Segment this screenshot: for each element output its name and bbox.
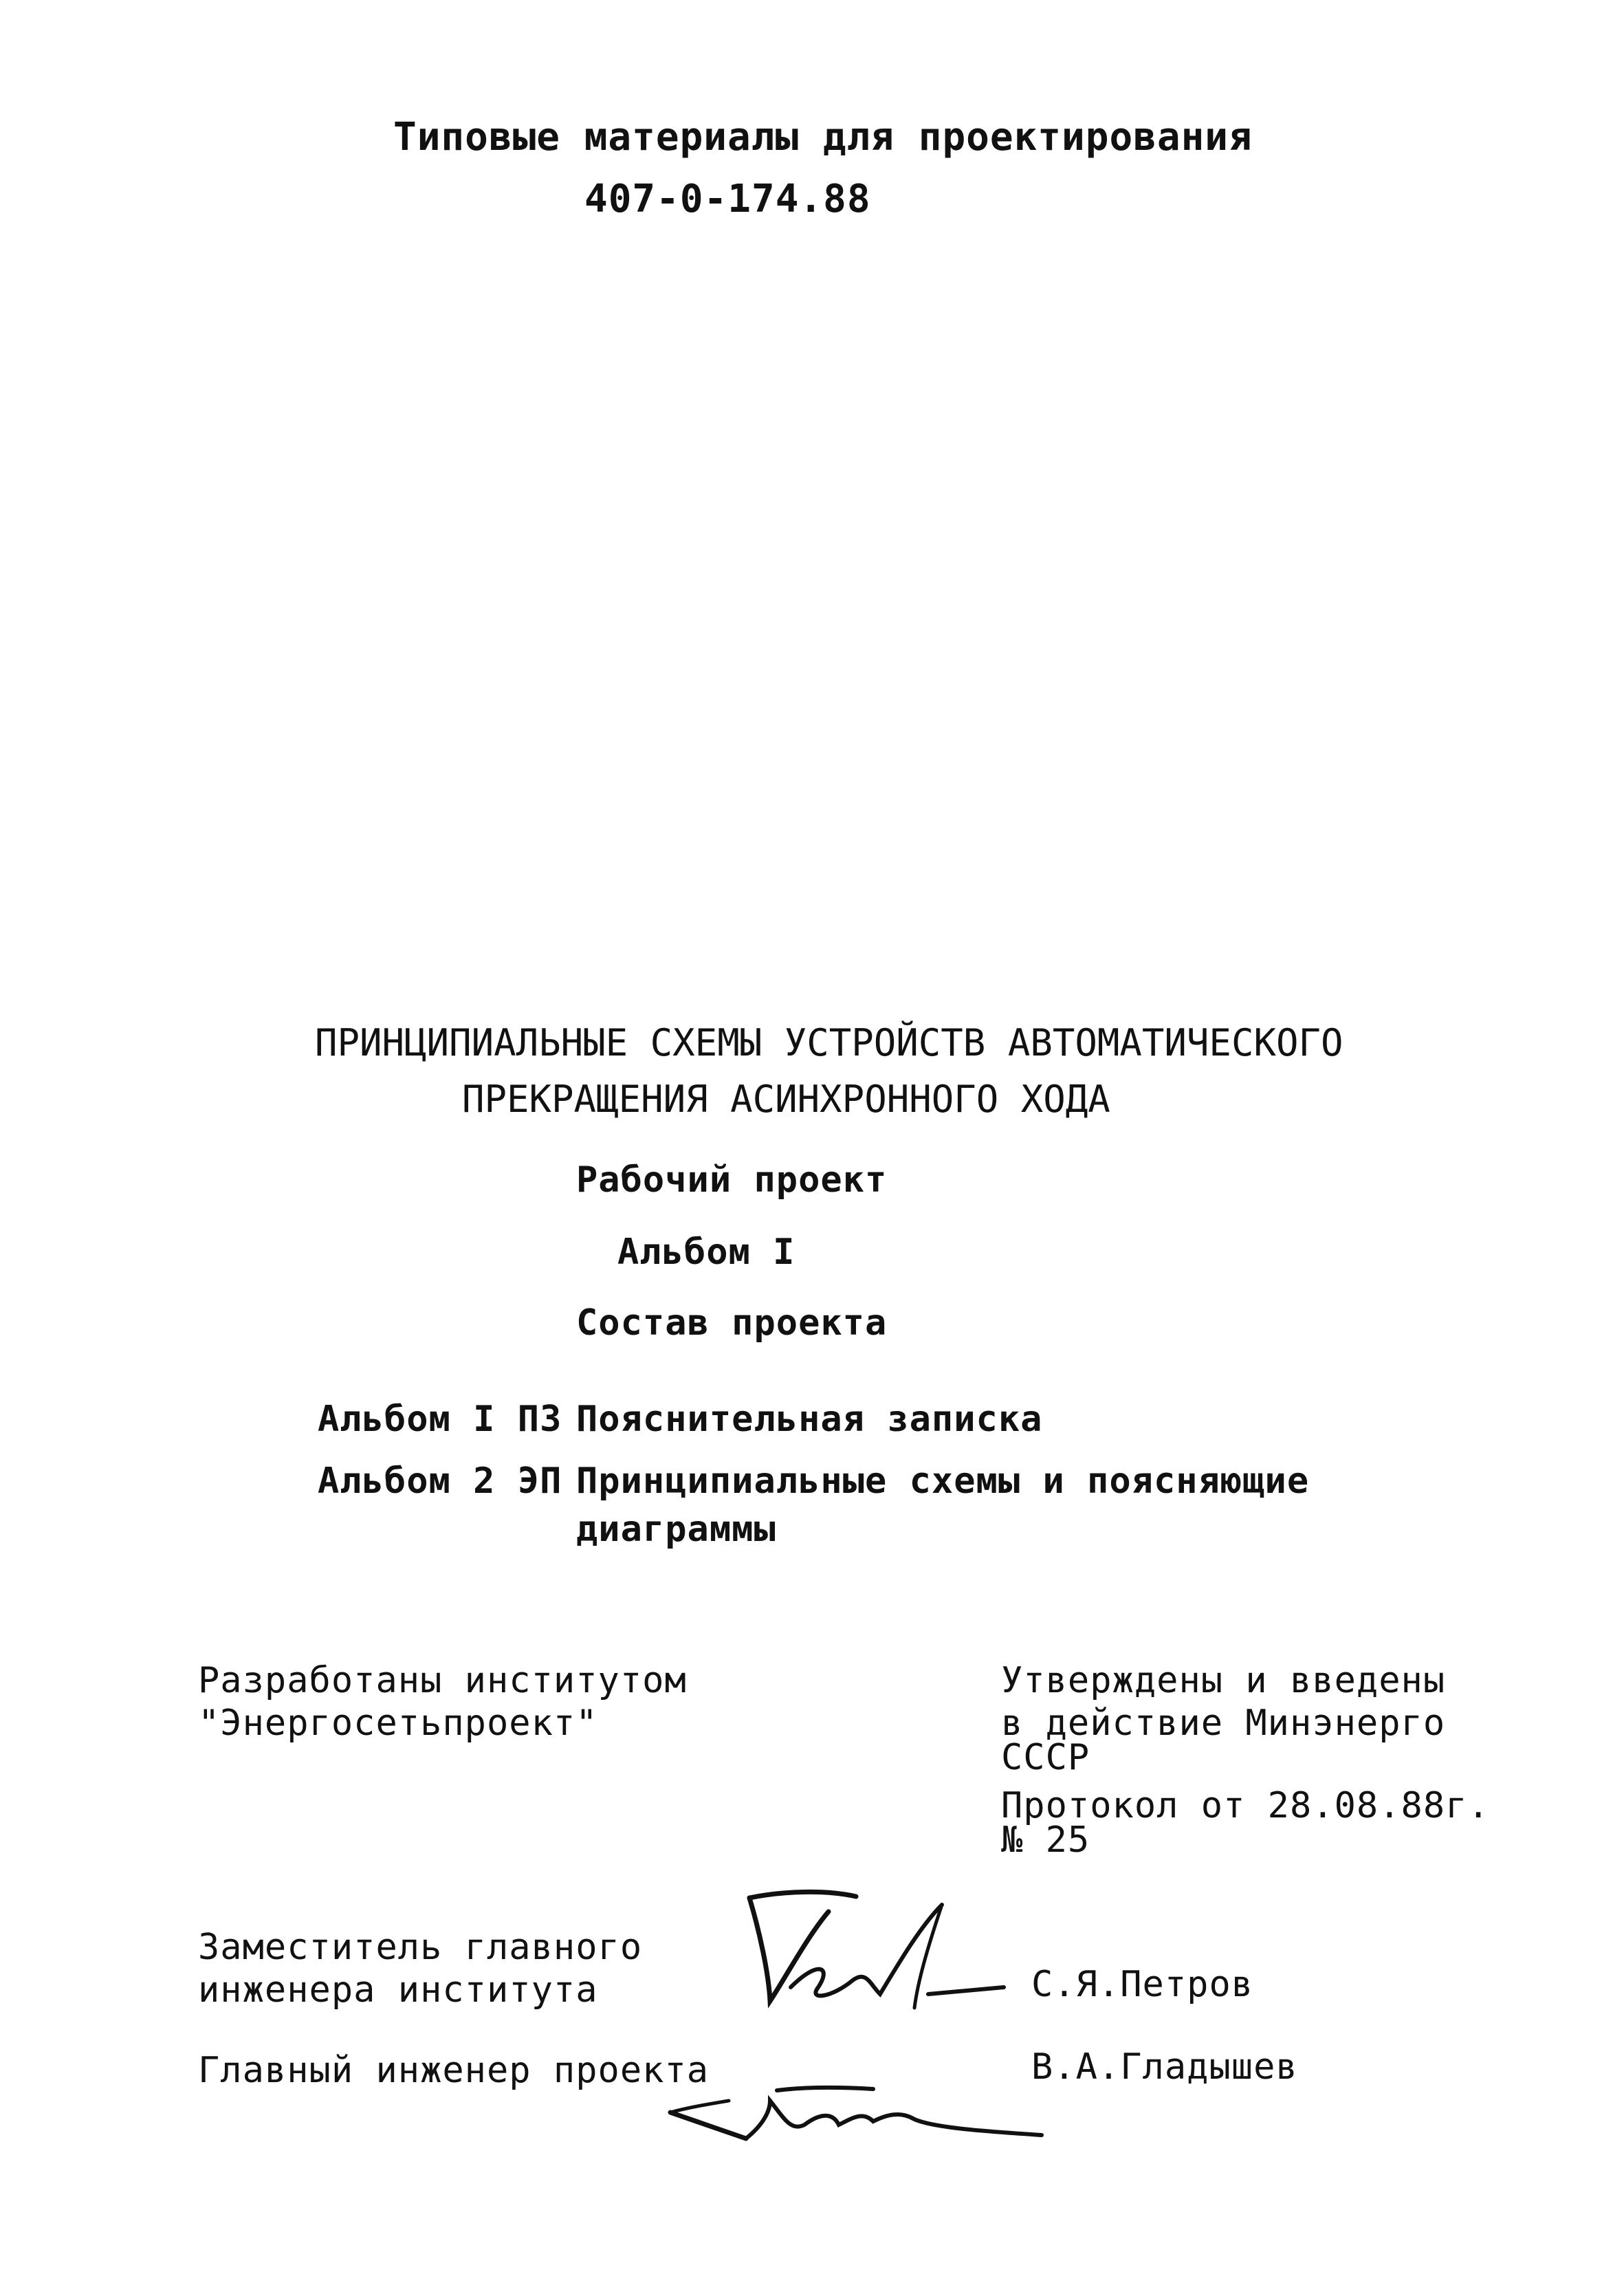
signature-gladyshev	[667, 2070, 1052, 2159]
signature-petrov	[743, 1884, 1018, 2022]
approved-line1: Утверждены и введены	[1001, 1660, 1446, 1701]
signatory-name-petrov: С.Я.Петров	[1031, 1964, 1254, 2005]
album-item-2-label: Альбом 2 ЭП	[318, 1461, 562, 1502]
header-document-number: 407-0-174.88	[584, 177, 871, 221]
protocol-number: № 25	[1001, 1819, 1090, 1861]
chief-project-engineer-role: Главный инженер проекта	[198, 2050, 710, 2091]
developed-by-line1: Разработаны институтом	[198, 1660, 687, 1701]
deputy-chief-engineer-role-line1: Заместитель главного	[198, 1927, 643, 1968]
signatory-name-gladyshev: В.А.Гладышев	[1031, 2046, 1298, 2088]
document-title-line1: ПРИНЦИПИАЛЬНЫЕ СХЕМЫ УСТРОЙСТВ АВТОМАТИЧЕСКОГО	[315, 1021, 1343, 1064]
project-contents-heading: Состав проекта	[576, 1302, 888, 1344]
album-item-2-description: Принципиальные схемы и поясняющие	[576, 1461, 1310, 1502]
protocol-date: Протокол от 28.08.88г.	[1001, 1785, 1490, 1826]
album-item-1-description: Пояснительная записка	[576, 1399, 1043, 1440]
approved-line3: СССР	[1001, 1737, 1090, 1778]
approved-line2: в действие Минэнерго	[1001, 1703, 1446, 1744]
document-title-line2: ПРЕКРАЩЕНИЯ АСИНХРОННОГО ХОДА	[462, 1078, 1110, 1121]
album-item-1-label: Альбом I ПЗ	[318, 1399, 562, 1440]
project-type: Рабочий проект	[576, 1159, 888, 1201]
album-number: Альбом I	[617, 1232, 795, 1273]
developed-by-institute: "Энергосетьпроект"	[198, 1703, 598, 1744]
deputy-chief-engineer-role-line2: инженера института	[198, 1969, 598, 2011]
album-item-2-description-cont: диаграммы	[576, 1509, 776, 1550]
header-series-title: Типовые материалы для проектирования	[393, 115, 1253, 160]
